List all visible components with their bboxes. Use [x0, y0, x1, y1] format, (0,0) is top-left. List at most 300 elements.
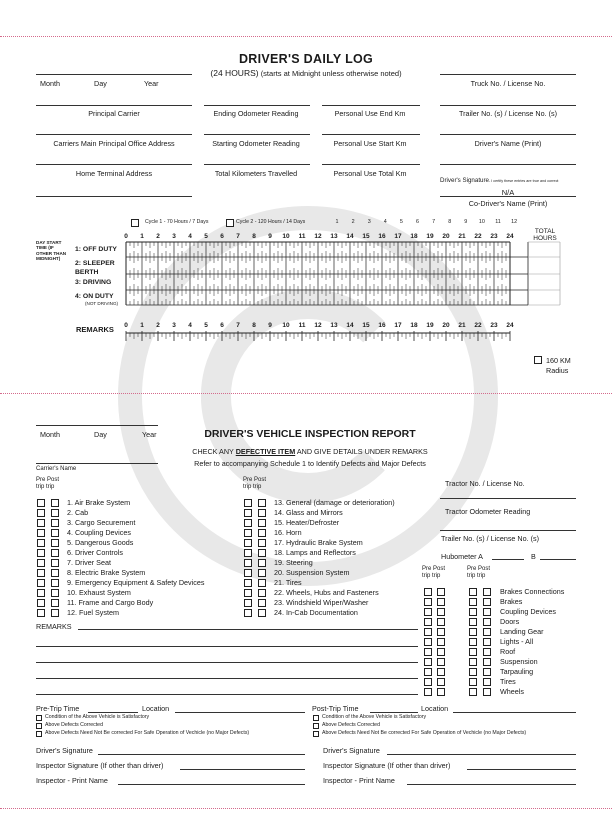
trailer-inspection-item: Brakes	[500, 597, 523, 606]
log-title: DRIVER'S DAILY LOG	[238, 52, 374, 66]
inspection-item: 20. Suspension System	[274, 568, 350, 577]
trailer-inspection-item: Coupling Devices	[500, 607, 556, 616]
pre-cond1-checkbox[interactable]	[36, 715, 42, 721]
left-item-post-checkbox[interactable]	[51, 569, 59, 577]
post-trip-time-label: Post-Trip Time	[312, 704, 359, 713]
hour-label-top-19: 19	[426, 233, 434, 240]
trailer-item-pre-checkbox[interactable]	[469, 598, 477, 606]
pre-cond1-label: Condition of the Above Vehicle is Satisfactory	[45, 714, 150, 720]
hour-label-remarks-15: 15	[362, 322, 370, 329]
left-pre-post-header	[36, 477, 59, 491]
trailer-item-pre-checkbox[interactable]	[469, 628, 477, 636]
post-trip-time-line[interactable]	[370, 712, 418, 713]
trailer-item-post-checkbox[interactable]	[483, 678, 491, 686]
mid-item-pre-checkbox[interactable]	[244, 519, 252, 527]
trailer-item-post-checkbox[interactable]	[483, 648, 491, 656]
trailer-inspection-item: Wheels	[500, 687, 524, 696]
left-item-pre-checkbox[interactable]	[37, 499, 45, 507]
row-off-duty: 1: OFF DUTY	[75, 246, 117, 253]
mid-item-pre-checkbox[interactable]	[244, 509, 252, 517]
main-office-label: Carriers Main Principal Office Address	[53, 139, 175, 148]
hour-label-remarks-12: 12	[314, 322, 322, 329]
ending-odometer-label: Ending Odometer Reading	[213, 109, 299, 118]
row-on-duty: 4: ON DUTY	[75, 293, 114, 300]
inspection-item: 4. Coupling Devices	[67, 528, 131, 537]
hour-label-remarks-20: 20	[442, 322, 450, 329]
mid-item-post-checkbox[interactable]	[258, 549, 266, 557]
hour-label-remarks-0: 0	[124, 322, 128, 329]
tractor-item-post-checkbox[interactable]	[437, 638, 445, 646]
tractor-item-post-checkbox[interactable]	[437, 618, 445, 626]
mid-item-pre-checkbox[interactable]	[244, 559, 252, 567]
remarks-line-3[interactable]	[36, 662, 418, 663]
hour-label-remarks-10: 10	[282, 322, 290, 329]
hubometer-a-label: Hubometer A	[441, 552, 483, 561]
hour-label-top-20: 20	[442, 233, 450, 240]
r1-post: Post	[433, 566, 446, 572]
trailer-item-post-checkbox[interactable]	[483, 628, 491, 636]
personal-end-label: Personal Use End Km	[334, 109, 406, 118]
hour-label-top-23: 23	[490, 233, 498, 240]
post-location-line[interactable]	[453, 712, 576, 713]
hour-label-top-7: 7	[236, 233, 240, 240]
trailer-item-post-checkbox[interactable]	[483, 668, 491, 676]
trailer-item-pre-checkbox[interactable]	[469, 588, 477, 596]
mid-item-post-checkbox[interactable]	[258, 529, 266, 537]
hour-label-top-9: 9	[268, 233, 272, 240]
hour-label-top-21: 21	[458, 233, 466, 240]
tractor-item-post-checkbox[interactable]	[437, 608, 445, 616]
trailer-item-post-checkbox[interactable]	[483, 588, 491, 596]
tractor-odometer-label: Tractor Odometer Reading	[445, 507, 531, 516]
left-item-pre-checkbox[interactable]	[37, 599, 45, 607]
cycle1-label: Cycle 1 - 70 Hours / 7 Days	[145, 219, 209, 225]
left-item-pre-checkbox[interactable]	[37, 579, 45, 587]
mid-trip2: trip	[253, 484, 262, 490]
left-item-post-checkbox[interactable]	[51, 549, 59, 557]
hour-label-remarks-8: 8	[252, 322, 256, 329]
left-item-pre-checkbox[interactable]	[37, 529, 45, 537]
tractor-item-pre-checkbox[interactable]	[424, 678, 432, 686]
left-trip1: trip	[36, 484, 45, 490]
hubometer-a-line[interactable]	[492, 559, 524, 560]
log-subtitle-rest: (starts at Midnight unless otherwise noted)	[260, 69, 402, 78]
inspection-item: 14. Glass and Mirrors	[274, 508, 343, 517]
hour-label-top-6: 6	[220, 233, 224, 240]
tractor-item-pre-checkbox[interactable]	[424, 608, 432, 616]
total-km-label: Total Kilometers Travelled	[214, 169, 298, 178]
hour-label-top-10: 10	[282, 233, 290, 240]
perforation-bottom	[0, 808, 612, 809]
trailer-inspection-item: Tarpauling	[500, 667, 534, 676]
tractor-item-pre-checkbox[interactable]	[424, 638, 432, 646]
pre-trip-time-label: Pre-Trip Time	[36, 704, 80, 713]
inspection-item: 9. Emergency Equipment & Safety Devices	[67, 578, 205, 587]
hour-label-remarks-14: 14	[346, 322, 354, 329]
left-item-pre-checkbox[interactable]	[37, 539, 45, 547]
driver-name-label: Driver's Name (Print)	[474, 139, 542, 148]
cycle-day-9: 9	[464, 219, 468, 225]
trailer-inspection-item: Tires	[500, 677, 516, 686]
cycle-day-12: 12	[511, 219, 518, 225]
pre-cond2-label: Above Defects Corrected	[45, 722, 103, 728]
hour-label-remarks-17: 17	[394, 322, 402, 329]
r1-trip1: trip	[422, 573, 431, 579]
remarks-line-4[interactable]	[36, 678, 418, 679]
trailer-inspection-item: Suspension	[500, 657, 538, 666]
hour-label-remarks-7: 7	[236, 322, 240, 329]
inspection-item: 1. Air Brake System	[67, 498, 131, 507]
log-subtitle-bold: (24 HOURS)	[210, 68, 259, 78]
pre-location-label: Location	[142, 704, 170, 713]
radius-label: Radius	[546, 366, 569, 375]
mid-item-post-checkbox[interactable]	[258, 539, 266, 547]
trailer-item-post-checkbox[interactable]	[483, 608, 491, 616]
tractor-item-pre-checkbox[interactable]	[424, 588, 432, 596]
inspection-item: 10. Exhaust System	[67, 588, 131, 597]
mid-item-pre-checkbox[interactable]	[244, 609, 252, 617]
post-inspector-print-label: Inspector - Print Name	[323, 776, 395, 785]
radius-checkbox[interactable]	[534, 356, 542, 364]
cycle-day-6: 6	[416, 219, 419, 225]
trailer-item-pre-checkbox[interactable]	[469, 688, 477, 696]
post-cond1-checkbox[interactable]	[313, 715, 319, 721]
cycle-day-2: 2	[351, 219, 355, 225]
principal-carrier-label: Principal Carrier	[88, 109, 140, 118]
trailer-item-pre-checkbox[interactable]	[469, 608, 477, 616]
tractor-item-post-checkbox[interactable]	[437, 588, 445, 596]
left-item-pre-checkbox[interactable]	[37, 519, 45, 527]
hour-label-top-16: 16	[378, 233, 386, 240]
trailer-inspection-item: Roof	[500, 647, 516, 656]
pre-inspector-print-label: Inspector - Print Name	[36, 776, 108, 785]
post-inspector-print-line[interactable]	[407, 784, 576, 785]
mid-item-pre-checkbox[interactable]	[244, 499, 252, 507]
pre-inspector-print-line[interactable]	[118, 784, 305, 785]
remarks-graph-label: REMARKS	[76, 325, 114, 334]
cycle-day-10: 10	[478, 219, 485, 225]
truck-no-label: Truck No. / License No.	[470, 79, 546, 88]
hour-label-remarks-11: 11	[298, 322, 306, 329]
trailer-item-post-checkbox[interactable]	[483, 658, 491, 666]
hour-label-top-24: 24	[506, 233, 514, 240]
hubometer-b-line[interactable]	[540, 559, 576, 560]
post-driver-signature-label: Driver's Signature	[323, 746, 380, 755]
hour-label-top-5: 5	[204, 233, 208, 240]
trailer-item-post-checkbox[interactable]	[483, 638, 491, 646]
tractor-item-post-checkbox[interactable]	[437, 658, 445, 666]
inspection-item: 7. Driver Seat	[67, 558, 111, 567]
r1-trip2: trip	[432, 573, 441, 579]
inspection-instruction-2: Refer to accompanying Schedule 1 to Identify Defects and Major Defects	[194, 459, 426, 468]
r2-trip2: trip	[477, 573, 486, 579]
tractor-item-pre-checkbox[interactable]	[424, 658, 432, 666]
left-item-post-checkbox[interactable]	[51, 539, 59, 547]
hour-label-top-11: 11	[298, 233, 306, 240]
inspection-item: 12. Fuel System	[67, 608, 119, 617]
insp-month-label: Month	[40, 430, 60, 439]
hour-label-top-15: 15	[362, 233, 370, 240]
trailer-item-post-checkbox[interactable]	[483, 618, 491, 626]
left-item-pre-checkbox[interactable]	[37, 609, 45, 617]
tractor-item-pre-checkbox[interactable]	[424, 618, 432, 626]
right-pre-post-header-2	[467, 566, 490, 580]
left-pre: Pre	[36, 477, 46, 483]
insp-remarks-label: REMARKS	[36, 622, 72, 631]
remarks-line-5[interactable]	[36, 694, 418, 695]
remarks-line-1[interactable]	[78, 629, 418, 630]
hour-label-remarks-16: 16	[378, 322, 386, 329]
post-cond2-label: Above Defects Corrected	[322, 722, 380, 728]
codriver-label: Co-Driver's Name (Print)	[468, 199, 548, 208]
hour-label-top-18: 18	[410, 233, 418, 240]
trailer-inspection-item: Brakes Connections	[500, 587, 565, 596]
hour-label-remarks-24: 24	[506, 322, 514, 329]
tractor-odometer-line[interactable]	[440, 530, 576, 531]
mid-trip1: trip	[243, 484, 252, 490]
remarks-line-2[interactable]	[36, 646, 418, 647]
insp-trailer-no-label: Trailer No. (s) / License No. (s)	[441, 534, 539, 543]
hour-label-top-2: 2	[156, 233, 160, 240]
hour-label-remarks-21: 21	[458, 322, 466, 329]
mid-item-post-checkbox[interactable]	[258, 579, 266, 587]
left-item-post-checkbox[interactable]	[51, 509, 59, 517]
codriver-value: N/A	[501, 188, 515, 197]
right-pre-post-header-1	[422, 566, 445, 580]
day-start-note: DAY START TIME (IF OTHER THAN MIDNIGHT)	[36, 240, 67, 262]
inspection-item: 23. Windshield Wiper/Washer	[274, 598, 369, 607]
post-cond3-checkbox[interactable]	[313, 731, 319, 737]
trailer-item-post-checkbox[interactable]	[483, 688, 491, 696]
inspection-item: 21. Tires	[274, 578, 302, 587]
pre-trip-time-line[interactable]	[88, 712, 138, 713]
log-year-label: Year	[144, 79, 159, 88]
inspection-item: 18. Lamps and Reflectors	[274, 548, 356, 557]
pre-cond2-checkbox[interactable]	[36, 723, 42, 729]
hour-label-top-13: 13	[330, 233, 338, 240]
cycle-day-8: 8	[448, 219, 452, 225]
trailer-item-pre-checkbox[interactable]	[469, 668, 477, 676]
hour-label-remarks-23: 23	[490, 322, 498, 329]
r2-pre: Pre	[467, 566, 477, 572]
trailer-no-label: Trailer No. (s) / License No. (s)	[459, 109, 557, 118]
personal-total-label: Personal Use Total Km	[333, 169, 407, 178]
tractor-no-label: Tractor No. / License No.	[445, 479, 525, 488]
mid-item-pre-checkbox[interactable]	[244, 539, 252, 547]
post-driver-signature-line[interactable]	[387, 754, 576, 755]
post-inspector-signature-line[interactable]	[467, 769, 576, 770]
hour-label-remarks-22: 22	[474, 322, 482, 329]
post-inspector-signature-label: Inspector Signature (If other than driver)	[323, 761, 451, 770]
hour-label-top-8: 8	[252, 233, 256, 240]
post-location-label: Location	[421, 704, 449, 713]
personal-start-label: Personal Use Start Km	[333, 139, 407, 148]
hour-label-top-14: 14	[346, 233, 354, 240]
mid-item-post-checkbox[interactable]	[258, 499, 266, 507]
inspection-item: 3. Cargo Securement	[67, 518, 136, 527]
trailer-item-pre-checkbox[interactable]	[469, 638, 477, 646]
cycle-day-3: 3	[367, 219, 371, 225]
tractor-item-post-checkbox[interactable]	[437, 678, 445, 686]
inspection-item: 17. Hydraulic Brake System	[274, 538, 363, 547]
trailer-inspection-item: Lights - All	[500, 637, 534, 646]
insp-day-label: Day	[94, 430, 107, 439]
mid-item-pre-checkbox[interactable]	[244, 569, 252, 577]
trailer-inspection-item: Doors	[500, 617, 520, 626]
instr-pre: CHECK ANY	[192, 447, 234, 456]
tractor-item-pre-checkbox[interactable]	[424, 688, 432, 696]
pre-cond3-checkbox[interactable]	[36, 731, 42, 737]
cycle-day-11: 11	[495, 219, 501, 225]
mid-item-post-checkbox[interactable]	[258, 599, 266, 607]
hubometer-b-label: B	[531, 552, 536, 561]
tractor-item-pre-checkbox[interactable]	[424, 598, 432, 606]
tractor-item-pre-checkbox[interactable]	[424, 648, 432, 656]
left-item-post-checkbox[interactable]	[51, 609, 59, 617]
mid-item-pre-checkbox[interactable]	[244, 549, 252, 557]
hour-label-remarks-5: 5	[204, 322, 208, 329]
left-item-post-checkbox[interactable]	[51, 589, 59, 597]
carrier-name-label: Carrier's Name	[36, 466, 77, 472]
left-item-post-checkbox[interactable]	[51, 519, 59, 527]
mid-item-post-checkbox[interactable]	[258, 509, 266, 517]
tractor-item-post-checkbox[interactable]	[437, 668, 445, 676]
left-item-pre-checkbox[interactable]	[37, 509, 45, 517]
total-hours-label: TOTAL HOURS	[533, 228, 557, 242]
row-driving: 3: DRIVING	[75, 279, 112, 286]
inspection-item: 24. In-Cab Documentation	[274, 608, 358, 617]
inspection-item: 2. Cab	[67, 508, 89, 517]
pre-cond3-label: Above Defects Need Not Be corrected For Safe Operation of Vechicle (no Major Defects)	[45, 730, 250, 736]
inspection-item: 22. Wheels, Hubs and Fasteners	[274, 588, 379, 597]
inspection-item: 15. Heater/Defroster	[274, 518, 340, 527]
left-item-pre-checkbox[interactable]	[37, 589, 45, 597]
hour-label-top-0: 0	[124, 233, 128, 240]
inspection-instruction	[150, 447, 470, 456]
row-sleeper-berth: 2: SLEEPER BERTH	[75, 260, 115, 276]
trailer-inspection-item: Landing Gear	[500, 627, 544, 636]
pre-inspector-signature-line[interactable]	[180, 769, 305, 770]
tractor-no-line[interactable]	[440, 498, 576, 499]
home-terminal-label: Home Terminal Address	[75, 169, 153, 178]
hour-label-top-3: 3	[172, 233, 176, 240]
hour-label-remarks-2: 2	[156, 322, 160, 329]
left-item-pre-checkbox[interactable]	[37, 549, 45, 557]
left-item-pre-checkbox[interactable]	[37, 559, 45, 567]
mid-item-pre-checkbox[interactable]	[244, 529, 252, 537]
mid-item-pre-checkbox[interactable]	[244, 579, 252, 587]
mid-item-post-checkbox[interactable]	[258, 589, 266, 597]
tractor-item-pre-checkbox[interactable]	[424, 628, 432, 636]
tractor-item-post-checkbox[interactable]	[437, 598, 445, 606]
hour-label-remarks-3: 3	[172, 322, 176, 329]
mid-item-post-checkbox[interactable]	[258, 609, 266, 617]
left-item-post-checkbox[interactable]	[51, 559, 59, 567]
hour-label-top-4: 4	[188, 233, 192, 240]
r1-pre: Pre	[422, 566, 432, 572]
log-month-label: Month	[40, 79, 60, 88]
inspection-item: 19. Steering	[274, 558, 313, 567]
trailer-item-pre-checkbox[interactable]	[469, 658, 477, 666]
driver-signature-text: Driver's Signature	[440, 177, 489, 184]
inspection-item: 8. Electric Brake System	[67, 568, 146, 577]
trailer-item-post-checkbox[interactable]	[483, 598, 491, 606]
log-day-label: Day	[94, 79, 107, 88]
left-item-post-checkbox[interactable]	[51, 579, 59, 587]
carrier-name-line[interactable]	[36, 463, 158, 464]
left-item-pre-checkbox[interactable]	[37, 569, 45, 577]
mid-item-post-checkbox[interactable]	[258, 519, 266, 527]
cycle-day-4: 4	[383, 219, 387, 225]
left-item-post-checkbox[interactable]	[51, 599, 59, 607]
hour-label-remarks-19: 19	[426, 322, 434, 329]
hour-label-remarks-13: 13	[330, 322, 338, 329]
mid-item-pre-checkbox[interactable]	[244, 599, 252, 607]
insp-year-label: Year	[142, 430, 157, 439]
post-cond2-checkbox[interactable]	[313, 723, 319, 729]
hour-label-remarks-6: 6	[220, 322, 224, 329]
pre-inspector-signature-label: Inspector Signature (If other than driver)	[36, 761, 164, 770]
post-cond3-label: Above Defects Need Not Be corrected For Safe Operation of Vechicle (no Major Defects)	[322, 730, 527, 736]
pre-driver-signature-label: Driver's Signature	[36, 746, 93, 755]
hour-label-top-17: 17	[394, 233, 402, 240]
instr-bold: DEFECTIVE ITEM	[235, 447, 296, 456]
trailer-item-pre-checkbox[interactable]	[469, 648, 477, 656]
cycle-day-1: 1	[335, 219, 339, 225]
radius-km-label: 160 KM	[546, 356, 571, 365]
inspection-item: 6. Driver Controls	[67, 548, 123, 557]
not-driving-note: (NOT DRIVING)	[85, 301, 119, 306]
starting-odometer-label: Starting Odometer Reading	[212, 139, 300, 148]
tractor-item-pre-checkbox[interactable]	[424, 668, 432, 676]
cycle-day-5: 5	[399, 219, 403, 225]
tractor-item-post-checkbox[interactable]	[437, 648, 445, 656]
mid-post: Post	[254, 477, 267, 483]
hour-label-remarks-18: 18	[410, 322, 418, 329]
mid-item-post-checkbox[interactable]	[258, 559, 266, 567]
mid-item-pre-checkbox[interactable]	[244, 589, 252, 597]
duty-status-grid[interactable]	[0, 0, 612, 400]
left-post: Post	[47, 477, 60, 483]
pre-location-line[interactable]	[175, 712, 305, 713]
post-cond1-label: Condition of the Above Vehicle is Satisfactory	[322, 714, 427, 720]
left-item-post-checkbox[interactable]	[51, 529, 59, 537]
inspection-item: 13. General (damage or deterioration)	[274, 498, 395, 507]
instr-post: AND GIVE DETAILS UNDER REMARKS	[296, 447, 428, 456]
cycle-day-7: 7	[432, 219, 436, 225]
mid-item-post-checkbox[interactable]	[258, 569, 266, 577]
r2-trip1: trip	[467, 573, 476, 579]
trailer-item-pre-checkbox[interactable]	[469, 678, 477, 686]
mid-pre-post-header	[243, 477, 266, 491]
pre-driver-signature-line[interactable]	[98, 754, 305, 755]
tractor-item-post-checkbox[interactable]	[437, 628, 445, 636]
hour-label-remarks-9: 9	[268, 322, 272, 329]
inspection-item: 11. Frame and Cargo Body	[67, 598, 154, 607]
signature-note: - I certify these entries are true and correct	[488, 179, 559, 183]
cycle2-label: Cycle 2 - 120 Hours / 14 Days	[236, 219, 306, 225]
hour-label-top-1: 1	[140, 233, 144, 240]
inspection-item: 5. Dangerous Goods	[67, 538, 134, 547]
inspection-title: DRIVER'S VEHICLE INSPECTION REPORT	[204, 428, 416, 440]
trailer-item-pre-checkbox[interactable]	[469, 618, 477, 626]
left-trip2: trip	[46, 484, 55, 490]
tractor-item-post-checkbox[interactable]	[437, 688, 445, 696]
hour-label-top-22: 22	[474, 233, 482, 240]
r2-post: Post	[478, 566, 491, 572]
left-item-post-checkbox[interactable]	[51, 499, 59, 507]
mid-pre: Pre	[243, 477, 253, 483]
